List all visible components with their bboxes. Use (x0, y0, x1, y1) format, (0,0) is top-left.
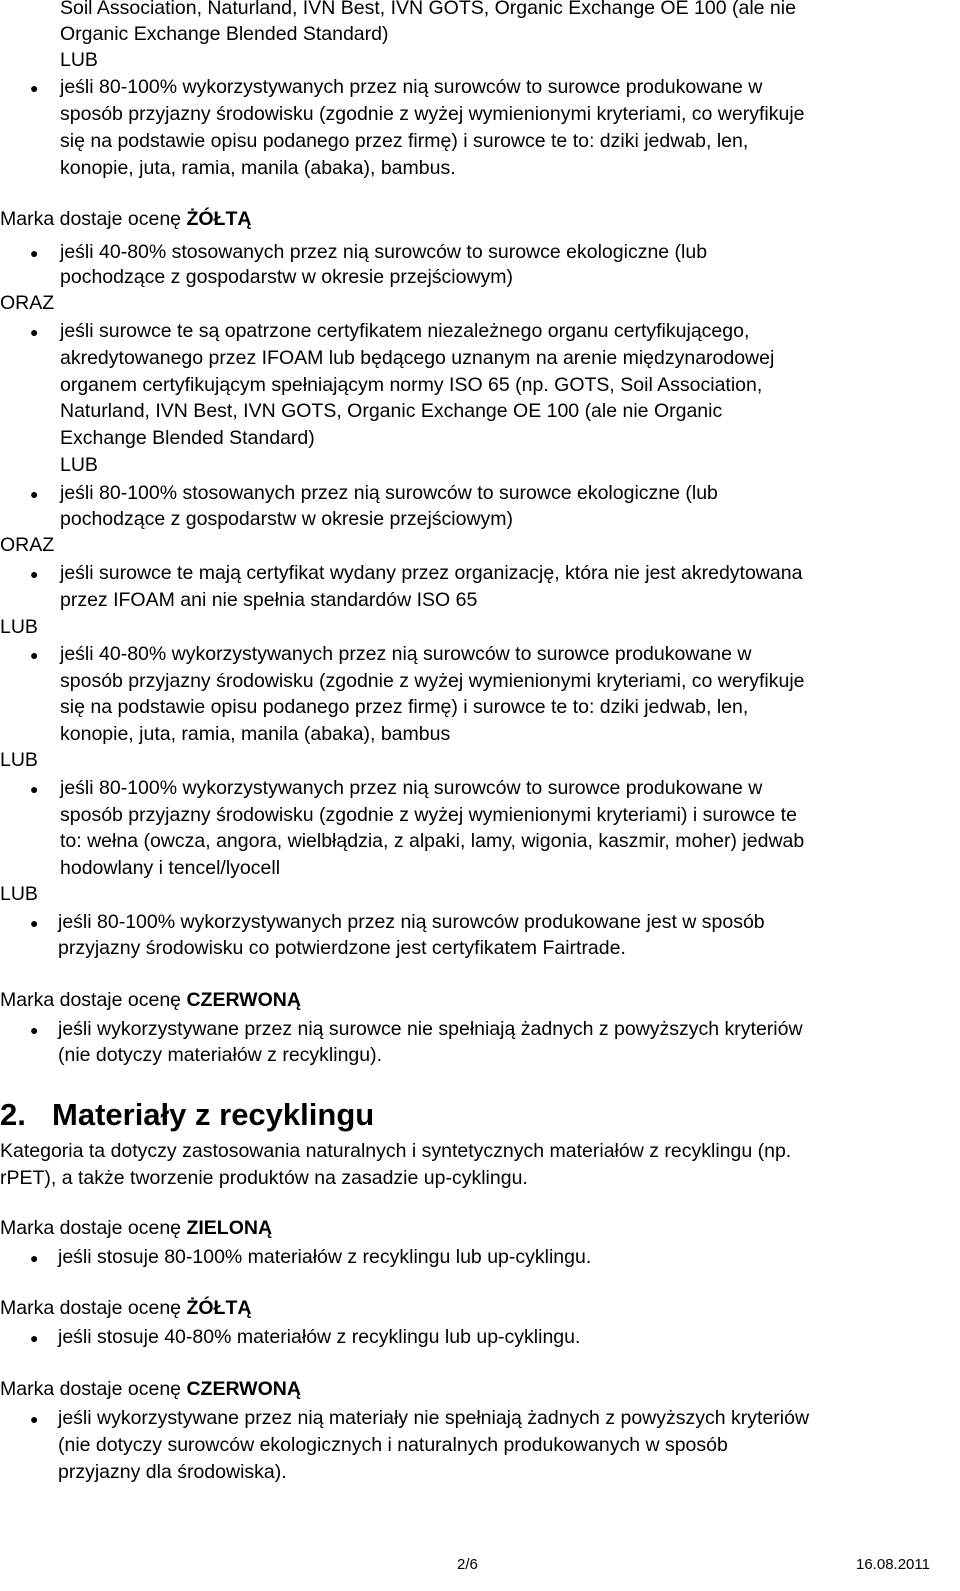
text-line: jeśli 80-100% wykorzystywanych przez nią surowców to surowce produkowane w (60, 777, 763, 799)
text-line: konopie, juta, ramia, manila (abaka), bambus (60, 723, 451, 745)
text-line: (nie dotyczy materiałów z recyklingu). (58, 1044, 383, 1066)
text-line: organem certyfikującym spełniającym normy ISO 65 (np. GOTS, Soil Association, (60, 374, 763, 396)
text-line: się na podstawie opisu podanego przez firmę) i surowce te to: dziki jedwab, len, (60, 696, 749, 718)
text-line: sposób przyjazny środowisku (zgodnie z wyżej wymienionymi kryteriami, co weryfikuje (60, 103, 805, 125)
text-line: przez IFOAM ani nie spełnia standardów ISO 65 (60, 589, 478, 611)
text-line: jeśli 40-80% wykorzystywanych przez nią surowców to surowce produkowane w (60, 643, 752, 665)
text-line: jeśli surowce te są opatrzone certyfikatem niezależnego organu certyfikującego, (60, 320, 750, 342)
lub-label: LUB (0, 749, 38, 771)
rating-heading: Marka dostaje ocenę CZERWONĄ (0, 989, 301, 1011)
bullet-icon: ● (30, 324, 39, 340)
text-line: Soil Association, Naturland, IVN Best, IVN GOTS, Organic Exchange OE 100 (ale nie (60, 0, 796, 19)
section-heading: 2. Materiały z recyklingu (0, 1097, 375, 1132)
footer-date: 16.08.2011 (856, 1556, 930, 1573)
text-line: pochodzące z gospodarstw w okresie przejściowym) (60, 508, 514, 530)
page-number: 2/6 (457, 1556, 478, 1573)
bullet-icon: ● (30, 245, 39, 261)
bullet-icon: ● (30, 1411, 39, 1427)
rating-heading: Marka dostaje ocenę ŻÓŁTĄ (0, 1297, 252, 1319)
lub-label: LUB (0, 616, 38, 638)
text-line: przyjazny środowisku co potwierdzone jest certyfikatem Fairtrade. (58, 937, 626, 959)
text-line: jeśli stosuje 40-80% materiałów z recyklingu lub up-cyklingu. (58, 1326, 581, 1348)
text-line: sposób przyjazny środowisku (zgodnie z wyżej wymienionymi kryteriami, co weryfikuje (60, 670, 805, 692)
bullet-icon: ● (30, 781, 39, 797)
oraz-label: ORAZ (0, 292, 55, 314)
bullet-icon: ● (30, 80, 39, 96)
bullet-icon: ● (30, 566, 39, 582)
text-line: Naturland, IVN Best, IVN GOTS, Organic Exchange OE 100 (ale nie Organic (60, 400, 723, 422)
text-line: to: wełna (owcza, angora, wielbłądzia, z alpaki, lamy, wigonia, kaszmir, moher) jedwab (60, 830, 805, 852)
text-line: Exchange Blended Standard) (60, 427, 315, 449)
text-line: pochodzące z gospodarstw w okresie przejściowym) (60, 266, 514, 288)
bullet-icon: ● (30, 486, 39, 502)
rating-heading: Marka dostaje ocenę ŻÓŁTĄ (0, 208, 252, 230)
text-line: Kategoria ta dotyczy zastosowania naturalnych i syntetycznych materiałów z recyklingu (np. (0, 1140, 792, 1162)
bullet-icon: ● (30, 1330, 39, 1346)
text-line: przyjazny dla środowiska). (58, 1461, 287, 1483)
text-line: rPET), a także tworzenie produktów na zasadzie up-cyklingu. (0, 1167, 528, 1189)
text-line: hodowlany i tencel/lyocell (60, 857, 281, 879)
rating-heading: Marka dostaje ocenę ZIELONĄ (0, 1217, 273, 1239)
text-line: konopie, juta, ramia, manila (abaka), bambus. (60, 157, 456, 179)
bullet-icon: ● (30, 915, 39, 931)
text-line: Organic Exchange Blended Standard) (60, 23, 389, 45)
text-line: (nie dotyczy surowców ekologicznych i naturalnych produkowanych w sposób (58, 1434, 728, 1456)
lub-label: LUB (0, 883, 38, 905)
text-line: akredytowanego przez IFOAM lub będącego uznanym na arenie międzynarodowej (60, 347, 775, 369)
text-line: jeśli wykorzystywane przez nią surowce nie spełniają żadnych z powyższych kryteriów (58, 1018, 803, 1040)
rating-heading: Marka dostaje ocenę CZERWONĄ (0, 1378, 301, 1400)
text-line: jeśli surowce te mają certyfikat wydany przez organizację, która nie jest akredytowana (60, 562, 803, 584)
text-line: jeśli stosuje 80-100% materiałów z recyklingu lub up-cyklingu. (58, 1246, 592, 1268)
lub-label: LUB (60, 454, 98, 476)
text-line: sposób przyjazny środowisku (zgodnie z wyżej wymienionymi kryteriami) i surowce te (60, 804, 797, 826)
lub-label: LUB (60, 49, 98, 71)
bullet-icon: ● (30, 1022, 39, 1038)
text-line: jeśli 80-100% wykorzystywanych przez nią surowców to surowce produkowane w (60, 76, 763, 98)
bullet-icon: ● (30, 1250, 39, 1266)
text-line: jeśli 40-80% stosowanych przez nią surowców to surowce ekologiczne (lub (60, 241, 708, 263)
text-line: się na podstawie opisu podanego przez firmę) i surowce te to: dziki jedwab, len, (60, 130, 749, 152)
bullet-icon: ● (30, 647, 39, 663)
text-line: jeśli 80-100% wykorzystywanych przez nią surowców produkowane jest w sposób (58, 911, 765, 933)
oraz-label: ORAZ (0, 534, 55, 556)
text-line: jeśli 80-100% stosowanych przez nią surowców to surowce ekologiczne (lub (60, 482, 718, 504)
text-line: jeśli wykorzystywane przez nią materiały nie spełniają żadnych z powyższych kryteriów (58, 1407, 810, 1429)
